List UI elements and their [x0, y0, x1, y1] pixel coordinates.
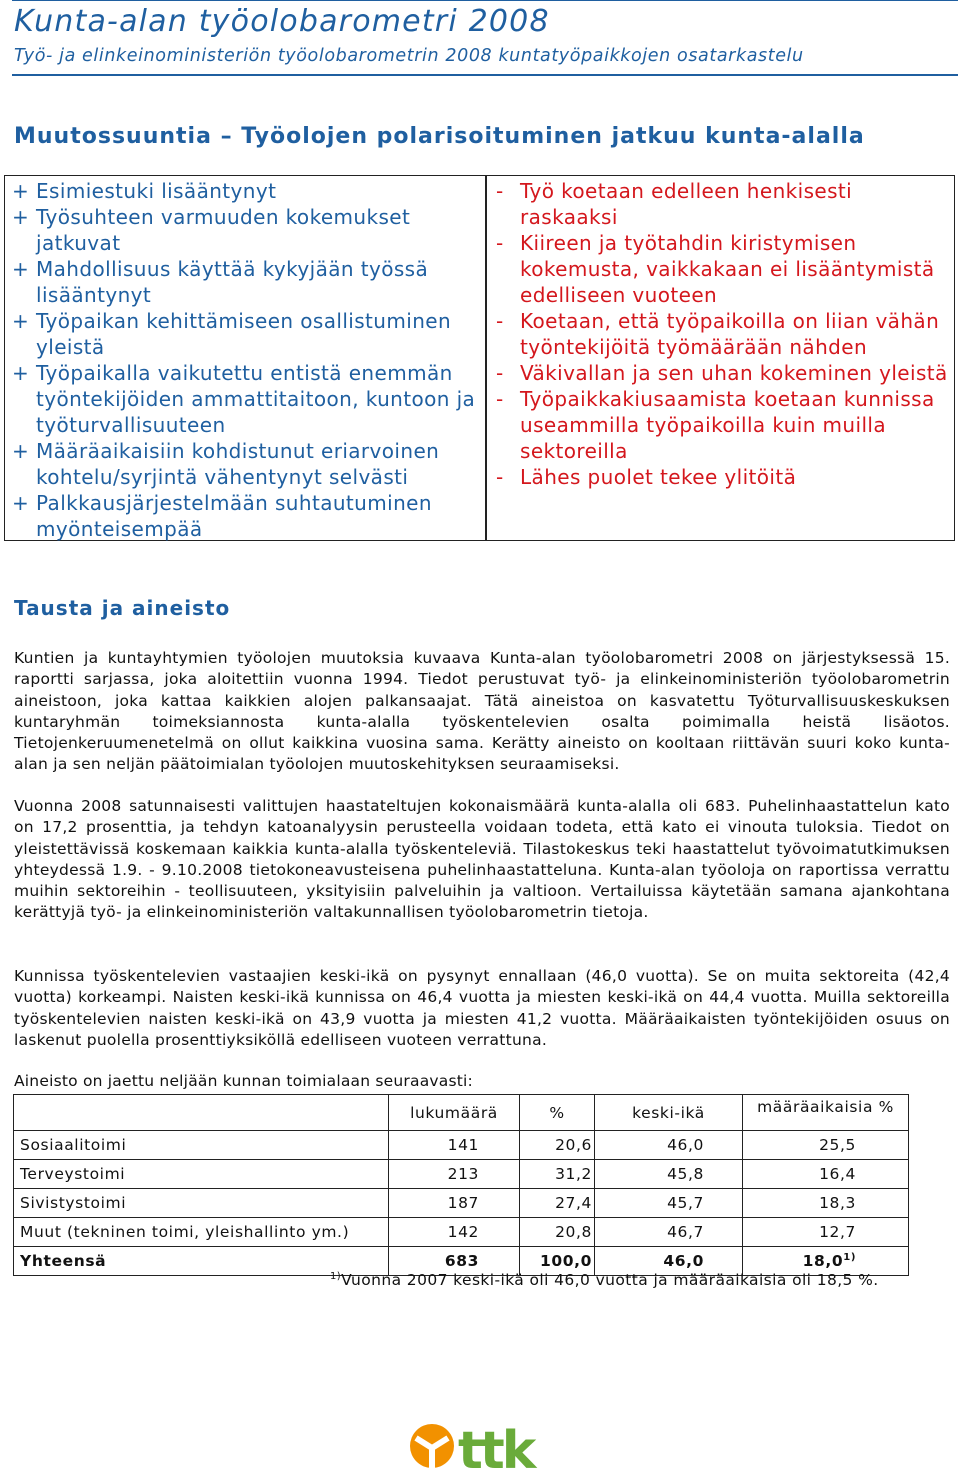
- ttk-logo: [406, 1412, 556, 1476]
- minus-mark: -: [496, 231, 504, 255]
- minus-mark: -: [496, 361, 504, 385]
- table-cell: 12,7: [743, 1218, 909, 1247]
- table-cell: 683: [389, 1247, 520, 1276]
- positive-trend-item: + Määräaikaisiin kohdistunut eriarvoinen kohtelu/syrjintä vähentynyt selvästi: [12, 439, 440, 489]
- table-cell: Terveystoimi: [14, 1160, 389, 1189]
- positive-trend-item: + Mahdollisuus käyttää kykyjään työssä lisääntynyt: [12, 257, 429, 307]
- positive-trends-list: [12, 178, 482, 542]
- plus-mark: +: [12, 257, 30, 281]
- table-header-cell: %: [520, 1095, 595, 1131]
- minus-mark: -: [496, 309, 504, 333]
- table-cell: 46,0: [595, 1247, 743, 1276]
- table-intro: Aineisto on jaettu neljään kunnan toimialaan seuraavasti:: [14, 1072, 473, 1090]
- table-cell: 142: [389, 1218, 520, 1247]
- table-cell: 45,8: [595, 1160, 743, 1189]
- table-row: [14, 1218, 909, 1247]
- table-header-row: [14, 1095, 909, 1131]
- positive-trend-item: + Työpaikan kehittämiseen osallistuminen yleistä: [12, 309, 452, 359]
- table-cell: 141: [389, 1131, 520, 1160]
- table-header-cell: määräaikaisia %: [743, 1095, 909, 1131]
- table-header-cell: lukumäärä: [389, 1095, 520, 1131]
- table-cell: 16,4: [743, 1160, 909, 1189]
- table-cell: 213: [389, 1160, 520, 1189]
- negative-trend-item: - Lähes puolet tekee ylitöitä: [496, 465, 797, 489]
- background-paragraph: Kunnissa työskentelevien vastaajien keski-ikä on pysynyt ennallaan (46,0 vuotta). Se on muita sektoreita (42,4 vuotta) korkeampi. Naisten keski-ikä kunnissa on 46,4 vuotta ja miesten keski-ikä on 44,4 vuotta. Muilla sektoreilla työskentelevien naisten keski-ikä on 43,9 vuotta ja miesten 41,2 vuotta. Määräaikaisten työntekijöiden osuus on laskenut puolella prosenttiyksiköllä edelliseen vuoteen verrattuna.: [14, 967, 950, 1049]
- plus-mark: +: [12, 179, 30, 203]
- table-cell: 187: [389, 1189, 520, 1218]
- table-cell: 20,8: [520, 1218, 595, 1247]
- positive-trend-item: + Palkkausjärjestelmään suhtautuminen myönteisempää: [12, 491, 432, 541]
- positive-trend-item: + Työpaikalla vaikutettu entistä enemmän työntekijöiden ammattitaitoon, kuntoon ja työturvallisuuteen: [12, 361, 476, 437]
- minus-mark: -: [496, 179, 504, 203]
- table-cell: 25,5: [743, 1131, 909, 1160]
- negative-trend-item: - Koetaan, että työpaikoilla on liian vähän työntekijöitä työmäärään nähden: [496, 309, 940, 359]
- trends-divider: [485, 175, 487, 541]
- plus-mark: +: [12, 205, 30, 229]
- footnote-reference: 1): [843, 1251, 856, 1263]
- ttk-logo-icon: [406, 1412, 556, 1476]
- background-paragraph: Vuonna 2008 satunnaisesti valittujen haastateltujen kokonaismäärä kunta-alalla oli 683. Puhelinhaastattelun kato on 17,2 prosenttia, ja tehdyn katoanalyysin perusteella voidaan todeta, että kato ei vinouta tuloksia. Tiedot on yleistettävissä koskemaan kaikkia kunta-alalla työskenteleviä. Tilastokeskus teki haastattelut työvoimatutkimuksen yhteydessä 1.9. - 9.10.2008 tietokoneavusteisena puhelinhaastatteluna. Kunta-alan työoloja on raportissa verrattu muihin sektoreihin - teollisuuteen, yksityisiin palveluihin ja valtioon. Vertailuissa käytetään samana ajankohtana kerättyjä työ- ja elinkeinoministeriön valtakunnallisen työolobarometrin tietoja.: [14, 797, 950, 922]
- table-cell: Sivistystoimi: [14, 1189, 389, 1218]
- logo-text: ttk: [458, 1421, 534, 1476]
- table-row: [14, 1131, 909, 1160]
- table-cell: 18,3: [743, 1189, 909, 1218]
- minus-mark: -: [496, 465, 504, 489]
- document-subtitle: Työ- ja elinkeinoministeriön työolobarometrin 2008 kuntatyöpaikkojen osatarkastelu: [14, 46, 804, 66]
- table-cell: 46,7: [595, 1218, 743, 1247]
- table-header-cell: [14, 1095, 389, 1131]
- table-header-cell: keski-ikä: [595, 1095, 743, 1131]
- table-cell: 20,6: [520, 1131, 595, 1160]
- background-heading: Tausta ja aineisto: [14, 596, 231, 620]
- negative-trend-item: - Työ koetaan edelleen henkisesti raskaaksi: [496, 179, 853, 229]
- table-cell: Yhteensä: [14, 1247, 389, 1276]
- positive-trend-item: + Työsuhteen varmuuden kokemukset jatkuvat: [12, 205, 411, 255]
- plus-mark: +: [12, 361, 30, 385]
- footnote-mark: 1): [330, 1271, 342, 1282]
- sector-distribution-table: [13, 1094, 909, 1276]
- table-cell: 100,0: [520, 1247, 595, 1276]
- positive-trend-item: + Esimiestuki lisääntynyt: [12, 179, 277, 203]
- negative-trend-item: - Väkivallan ja sen uhan kokeminen yleistä: [496, 361, 948, 385]
- plus-mark: +: [12, 439, 30, 463]
- table-cell: Sosiaalitoimi: [14, 1131, 389, 1160]
- title-rule: [12, 74, 958, 76]
- section-heading: Muutossuuntia – Työolojen polarisoituminen jatkuu kunta-alalla: [14, 124, 865, 149]
- table-cell: 27,4: [520, 1189, 595, 1218]
- plus-mark: +: [12, 309, 30, 333]
- table-row: [14, 1189, 909, 1218]
- table-cell: Muut (tekninen toimi, yleishallinto ym.): [14, 1218, 389, 1247]
- table-cell: 31,2: [520, 1160, 595, 1189]
- table-cell: 46,0: [595, 1131, 743, 1160]
- minus-mark: -: [496, 387, 504, 411]
- negative-trend-item: - Kiireen ja työtahdin kiristymisen kokemusta, vaikkakaan ei lisääntymistä edelliseen vuoteen: [496, 231, 935, 307]
- table-cell: 18,0$^{1)}$: [743, 1247, 909, 1276]
- document-title: Kunta-alan työolobarometri 2008: [14, 4, 550, 39]
- negative-trends-list: [496, 178, 951, 490]
- title-rule-top: [12, 0, 958, 1]
- background-paragraph: Kuntien ja kuntayhtymien työolojen muutoksia kuvaava Kunta-alan työolobarometri 2008 on järjestyksessä 15. raportti sarjassa, joka aloitettiin vuonna 1994. Tiedot perustuvat työ- ja elinkeinoministeriön työolobarometrin aineistoon, joka kattaa kaikkien alojen palkansaajat. Tätä aineistoa on kasvatettu Työturvallisuuskeskuksen kuntaryhmän toimeksiannosta kunta-alalla työskentelevien osalta poimimalla heistä lisäotos. Tietojenkeruumenetelmä on ollut kaikkina vuosina sama. Kerätty aineisto on kooltaan riittävän suuri koko kunta-alan ja sen neljän päätoimialan työolojen muutoskehityksen seuraamiseksi.: [14, 649, 950, 774]
- negative-trend-item: - Työpaikkakiusaamista koetaan kunnissa useammilla työpaikoilla kuin muilla sektoreilla: [496, 387, 935, 463]
- table-row: [14, 1160, 909, 1189]
- plus-mark: +: [12, 491, 30, 515]
- table-cell: 45,7: [595, 1189, 743, 1218]
- footnote: $^{1)}$Vuonna 2007 keski-ikä oli 46,0 vuotta ja määräaikaisia oli 18,5 %.: [330, 1271, 879, 1290]
